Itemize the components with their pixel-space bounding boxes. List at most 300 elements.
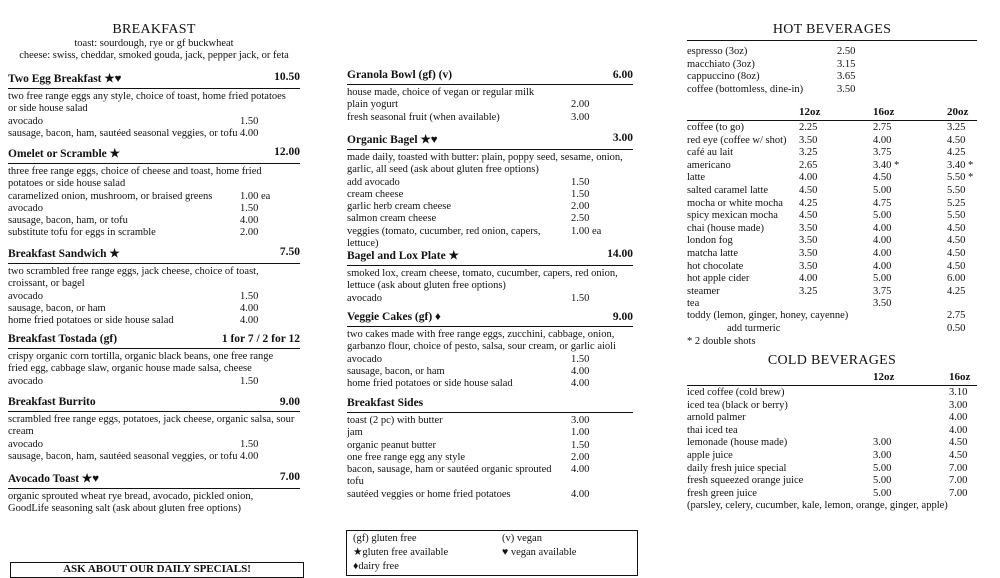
cold-beverage-row xyxy=(687,425,977,438)
cold-beverages-title: COLD BEVERAGES xyxy=(767,353,897,368)
price-16oz: 4.00 xyxy=(949,424,968,436)
addon-row xyxy=(8,439,300,451)
addon-name: plain yogurt xyxy=(347,99,399,111)
hot-beverage-row xyxy=(687,273,977,286)
price-20oz: 5.50 xyxy=(947,210,966,222)
price-16oz: 7.00 xyxy=(949,487,968,499)
price-12oz: 4.25 xyxy=(799,197,818,209)
price-12oz: 4.00 xyxy=(799,172,818,184)
addon-row xyxy=(347,464,633,489)
drink-name: lemonade (house made) xyxy=(687,437,788,449)
addon-price: 4.00 xyxy=(571,365,590,377)
addon-price: 1.50 xyxy=(240,290,259,302)
drink-name: apple juice xyxy=(687,449,733,461)
divider xyxy=(687,40,977,41)
green-juice-note xyxy=(687,500,977,513)
addon-name: avocado xyxy=(8,202,43,214)
item-header xyxy=(347,247,633,266)
hot-beverage-row xyxy=(687,172,977,185)
menu-item xyxy=(8,332,300,388)
price-12oz: 3.50 xyxy=(799,235,818,247)
espresso-row xyxy=(687,46,977,59)
menu-item xyxy=(8,70,300,140)
dietary-legend xyxy=(346,530,638,576)
item-price: 10.50 xyxy=(274,71,300,83)
addon-price: 3.00 xyxy=(571,111,590,123)
price-12oz: 4.50 xyxy=(799,210,818,222)
price-16oz: 4.00 xyxy=(949,412,968,424)
item-description: crispy organic corn tortilla, organic black beans, one free range xyxy=(8,351,274,362)
price-20oz: 4.50 xyxy=(947,235,966,247)
price-20oz: 5.50 xyxy=(947,184,966,196)
price-12oz xyxy=(873,400,949,413)
size-16oz: 16oz xyxy=(949,371,971,383)
drink-name: thai iced tea xyxy=(687,424,738,436)
addon-name: avocado xyxy=(8,438,43,450)
toddy-row xyxy=(687,310,977,323)
item-description: cream xyxy=(8,426,34,438)
price-20oz: 4.50 xyxy=(947,260,966,272)
drink-name: coffee (to go) xyxy=(687,122,744,133)
menu-item xyxy=(347,68,633,124)
addon-row xyxy=(8,291,300,303)
drink-name: tea xyxy=(687,298,700,310)
cold-beverage-row xyxy=(687,463,977,476)
toddy-name: toddy (lemon, ginger, honey, cayenne) xyxy=(687,310,849,321)
drink-name: espresso (3oz) xyxy=(687,46,748,57)
price-12oz: 4.50 xyxy=(799,184,818,196)
addon-row xyxy=(347,440,633,452)
item-price: 12.00 xyxy=(274,146,300,158)
addon-row xyxy=(8,191,300,203)
item-header xyxy=(8,145,300,164)
price-16oz: 4.00 xyxy=(873,134,892,146)
breakfast-column xyxy=(8,0,300,515)
drink-name: red eye (coffee w/ shot) xyxy=(687,134,787,146)
drink-name: iced tea (black or berry) xyxy=(687,399,788,411)
hot-beverage-row xyxy=(687,223,977,236)
item-price: 14.00 xyxy=(607,248,633,260)
addon-row xyxy=(347,489,633,501)
drink-price: 3.50 xyxy=(837,83,856,95)
addon-price: 4.00 xyxy=(240,127,259,139)
addon-name: avocado xyxy=(8,290,43,302)
price-12oz: 3.50 xyxy=(799,247,818,259)
price-20oz: 6.00 xyxy=(947,273,966,285)
item-price: 7.00 xyxy=(279,471,300,483)
addon-row xyxy=(347,354,633,366)
item-name: Breakfast Sides xyxy=(347,397,424,409)
price-16oz: 2.75 xyxy=(873,122,892,133)
addon-row xyxy=(8,116,300,128)
drink-name: mocha or white mocha xyxy=(687,197,783,209)
hot-beverages-title: HOT BEVERAGES xyxy=(772,22,892,37)
cold-beverage-row xyxy=(687,488,977,501)
item-price: 3.00 xyxy=(612,132,633,144)
addon-name: cream cheese xyxy=(347,188,404,200)
item-description: fried egg, cabbage slaw, organic house made salsa, cheese xyxy=(8,363,252,375)
legend-diamond-dairy-free: ♦dairy free xyxy=(353,561,399,572)
price-20oz: 4.50 xyxy=(947,134,966,146)
cold-beverage-row xyxy=(687,475,977,488)
addon-row xyxy=(347,452,633,464)
hot-size-header xyxy=(687,106,977,119)
addon-price: 1.00 ea xyxy=(571,225,602,237)
drink-name: arnold palmer xyxy=(687,412,746,424)
menu-item xyxy=(347,310,633,390)
addon-row xyxy=(347,189,633,201)
item-body xyxy=(347,85,633,124)
price-20oz: 4.50 xyxy=(947,222,966,234)
price-16oz: 4.00 xyxy=(873,247,892,259)
price-12oz: 5.00 xyxy=(873,475,892,487)
toddy-price: 2.75 xyxy=(947,310,966,321)
item-name: Bagel and Lox Plate ★ xyxy=(347,250,459,262)
double-shot-note xyxy=(687,336,977,349)
item-description: three free range eggs, choice of cheese and toast, home fried xyxy=(8,166,262,177)
drink-name: café au lait xyxy=(687,147,734,159)
item-name: Organic Bagel ★♥ xyxy=(347,134,438,146)
price-20oz: 5.50 * xyxy=(947,172,974,184)
addon-price: 1.50 xyxy=(240,375,259,387)
note-text: (parsley, celery, cucumber, kale, lemon, orange, ginger, apple) xyxy=(687,500,948,511)
menu-item xyxy=(8,395,300,463)
item-price: 7.50 xyxy=(279,246,300,258)
addon-price: 1.50 xyxy=(240,115,259,127)
item-description: organic sprouted wheat rye bread, avocado, pickled onion, xyxy=(8,491,254,502)
item-description: house made, choice of vegan or regular milk xyxy=(347,87,535,98)
hot-beverage-table xyxy=(687,122,977,311)
item-header xyxy=(347,310,633,327)
espresso-row xyxy=(687,84,977,97)
addon-row xyxy=(8,315,300,327)
drink-price: 3.15 xyxy=(837,58,856,70)
drink-price: 3.65 xyxy=(837,71,856,83)
price-16oz: 4.50 xyxy=(873,172,892,184)
drink-name: hot chocolate xyxy=(687,260,744,272)
addon-name: substitute tofu for eggs in scramble xyxy=(8,227,156,239)
addon-price: 4.00 xyxy=(240,450,259,462)
item-body xyxy=(8,412,300,463)
price-20oz: 4.25 xyxy=(947,147,966,159)
addon-name: avocado xyxy=(8,375,43,387)
price-20oz: 3.40 * xyxy=(947,159,974,171)
addon-price: 1.50 xyxy=(240,438,259,450)
cold-size-header xyxy=(687,371,977,384)
item-body xyxy=(8,349,300,388)
price-20oz: 4.50 xyxy=(947,247,966,259)
addon-price: 1.50 xyxy=(571,439,590,451)
drink-name: chai (house made) xyxy=(687,222,764,234)
price-16oz: 5.00 xyxy=(873,210,892,222)
drink-name: spicy mexican mocha xyxy=(687,210,778,222)
addon-row xyxy=(347,293,633,305)
addon-name: organic peanut butter xyxy=(347,439,437,451)
price-16oz: 4.00 xyxy=(873,260,892,272)
cheese-options: cheese: swiss, cheddar, smoked gouda, jack, pepper jack, or feta xyxy=(19,50,289,62)
hot-beverage-row xyxy=(687,286,977,299)
price-16oz: 4.75 xyxy=(873,197,892,209)
price-12oz: 2.25 xyxy=(799,122,818,133)
cold-beverage-row xyxy=(687,437,977,450)
addon-row xyxy=(347,213,633,225)
price-12oz: 5.00 xyxy=(873,487,892,499)
price-20oz: 5.25 xyxy=(947,197,966,209)
addon-name: sausage, bacon, ham, sautéed seasonal veggies, or tofu xyxy=(8,127,238,139)
addon-row xyxy=(8,128,300,140)
hot-beverage-row xyxy=(687,210,977,223)
addon-name: jam xyxy=(347,427,363,439)
addon-row xyxy=(347,415,633,427)
divider xyxy=(687,120,977,121)
daily-specials-banner: ASK ABOUT OUR DAILY SPECIALS! xyxy=(10,562,304,578)
price-12oz xyxy=(873,425,949,438)
drink-name: hot apple cider xyxy=(687,273,750,285)
item-description: croissant, or bagel xyxy=(8,278,85,290)
item-header xyxy=(347,396,633,413)
price-12oz: 3.00 xyxy=(873,437,892,449)
addon-price: 1.50 xyxy=(571,176,590,188)
item-name: Granola Bowl (gf) (v) xyxy=(347,69,453,81)
drink-name: daily fresh juice special xyxy=(687,462,787,474)
addon-price: 2.00 xyxy=(571,99,590,111)
addon-row xyxy=(8,215,300,227)
addon-price: 1.00 ea xyxy=(240,190,271,202)
addon-price: 4.00 xyxy=(571,464,590,476)
addon-row xyxy=(8,451,300,463)
menu-item xyxy=(347,247,633,305)
addon-row xyxy=(8,203,300,215)
addon-name: veggies (tomato, cucumber, red onion, capers, lettuce) xyxy=(347,225,541,250)
addon-price: 4.00 xyxy=(240,315,259,327)
item-description: two free range eggs any style, choice of toast, home fried potatoes xyxy=(8,91,286,102)
addon-row xyxy=(8,376,300,388)
addon-name: sausage, bacon, ham, or tofu xyxy=(8,215,128,227)
price-12oz: 3.00 xyxy=(873,449,892,461)
hot-beverage-row xyxy=(687,248,977,261)
price-12oz xyxy=(873,412,949,425)
hot-beverage-row xyxy=(687,122,977,135)
item-description: scrambled free range eggs, potatoes, jack cheese, organic salsa, sour xyxy=(8,414,295,425)
price-12oz: 3.25 xyxy=(799,285,818,297)
item-name: Veggie Cakes (gf) ♦ xyxy=(347,311,441,323)
item-name: Avocado Toast ★♥ xyxy=(8,473,100,485)
legend-vegan: (v) vegan xyxy=(502,533,542,544)
price-12oz: 4.00 xyxy=(799,273,818,285)
addon-row xyxy=(347,366,633,378)
size-20oz: 20oz xyxy=(947,106,969,118)
turmeric-price: 0.50 xyxy=(947,323,966,334)
espresso-row xyxy=(687,59,977,72)
item-name: Breakfast Burrito xyxy=(8,396,96,408)
addon-name: bacon, sausage, ham or sautéed organic sprouted tofu xyxy=(347,464,552,488)
item-description: GoodLife seasoning salt (ask about gluten free options) xyxy=(8,503,241,515)
item-description: garbanzo flour, choice of pesto, salsa, sour cream, or garlic aioli xyxy=(347,341,616,353)
cold-beverage-row xyxy=(687,450,977,463)
price-20oz: 4.25 xyxy=(947,285,966,297)
addon-name: salmon cream cheese xyxy=(347,213,437,225)
price-16oz: 7.00 xyxy=(949,475,968,487)
addon-name: sausage, bacon, or ham xyxy=(347,365,445,377)
drink-name: americano xyxy=(687,159,731,171)
item-name: Omelet or Scramble ★ xyxy=(8,148,120,160)
addon-price: 1.50 xyxy=(240,202,259,214)
addon-name: fresh seasonal fruit (when available) xyxy=(347,111,500,123)
drink-price: 2.50 xyxy=(837,46,856,57)
item-body xyxy=(8,89,300,140)
item-description: two cakes made with free range eggs, zucchini, cabbage, onion, xyxy=(347,329,615,340)
addon-name: home fried potatoes or side house salad xyxy=(8,315,174,327)
price-12oz: 3.50 xyxy=(799,260,818,272)
item-description: garlic, all seed (ask about gluten free options) xyxy=(347,164,539,176)
price-16oz: 7.00 xyxy=(949,462,968,474)
drink-name: matcha latte xyxy=(687,247,739,259)
addon-row xyxy=(347,427,633,439)
item-name: Two Egg Breakfast ★♥ xyxy=(8,73,122,85)
drink-name: fresh squeezed orange juice xyxy=(687,475,804,487)
price-16oz: 3.50 xyxy=(873,298,892,310)
drink-name: cappuccino (8oz) xyxy=(687,71,760,83)
price-12oz: 5.00 xyxy=(873,462,892,474)
hot-beverage-row xyxy=(687,235,977,248)
addon-row xyxy=(347,99,633,111)
price-12oz xyxy=(873,387,949,400)
size-12oz: 12oz xyxy=(799,106,821,118)
item-body xyxy=(8,164,300,240)
addon-price: 2.50 xyxy=(571,213,590,225)
price-16oz: 3.40 * xyxy=(873,159,900,171)
addon-name: add avocado xyxy=(347,176,400,188)
item-description: smoked lox, cream cheese, tomato, cucumber, capers, red onion, xyxy=(347,268,618,279)
drink-name: london fog xyxy=(687,235,733,247)
price-12oz: 3.50 xyxy=(799,134,818,146)
item-description: lettuce (ask about gluten free options) xyxy=(347,280,506,292)
cold-beverage-row xyxy=(687,400,977,413)
addon-row xyxy=(347,177,633,189)
hot-beverage-row xyxy=(687,185,977,198)
price-16oz: 4.50 xyxy=(949,437,968,449)
price-12oz: 2.65 xyxy=(799,159,818,171)
addon-price: 1.50 xyxy=(571,353,590,365)
item-description: made daily, toasted with butter: plain, poppy seed, sesame, onion, xyxy=(347,152,623,163)
drink-name: latte xyxy=(687,172,706,184)
addon-price: 4.00 xyxy=(571,378,590,390)
item-body xyxy=(347,327,633,390)
menu-item xyxy=(347,131,633,250)
price-16oz: 4.50 xyxy=(949,449,968,461)
menu-item xyxy=(347,396,633,501)
addon-name: avocado xyxy=(347,353,382,365)
item-header xyxy=(8,70,300,89)
price-16oz: 5.00 xyxy=(873,273,892,285)
item-price: 9.00 xyxy=(612,311,633,323)
legend-star-gluten-free-available: ★gluten free available xyxy=(353,547,449,558)
size-16oz: 16oz xyxy=(873,106,895,118)
espresso-row xyxy=(687,71,977,84)
drink-name: iced coffee (cold brew) xyxy=(687,387,785,398)
addon-name: toast (2 pc) with butter xyxy=(347,415,443,426)
addon-price: 1.50 xyxy=(571,188,590,200)
cold-beverage-row xyxy=(687,387,977,400)
breakfast-title: BREAKFAST xyxy=(112,22,196,37)
item-body xyxy=(347,413,633,501)
menu-item xyxy=(8,245,300,327)
addon-name: sautéed veggies or home fried potatoes xyxy=(347,488,511,500)
addon-price: 4.00 xyxy=(240,215,259,227)
addon-row xyxy=(347,112,633,124)
item-header xyxy=(347,131,633,150)
addon-name: home fried potatoes or side house salad xyxy=(347,378,513,390)
addon-price: 2.00 xyxy=(571,201,590,213)
item-name: Breakfast Sandwich ★ xyxy=(8,248,120,260)
menu-item xyxy=(8,145,300,240)
hot-beverage-row xyxy=(687,135,977,148)
note-text: * 2 double shots xyxy=(687,336,756,347)
cold-beverage-row xyxy=(687,412,977,425)
price-16oz: 3.10 xyxy=(949,387,968,398)
addon-price: 4.00 xyxy=(571,488,590,500)
addon-price: 1.50 xyxy=(571,292,590,304)
item-price: 6.00 xyxy=(612,69,633,81)
addon-name: garlic herb cream cheese xyxy=(347,201,452,213)
addon-name: sausage, bacon, ham, sautéed seasonal veggies, or tofu xyxy=(8,450,238,462)
drink-name: coffee (bottomless, dine-in) xyxy=(687,83,804,95)
price-16oz: 5.00 xyxy=(873,184,892,196)
toast-options: toast: sourdough, rye or gf buckwheat xyxy=(74,38,234,49)
addon-name: avocado xyxy=(347,292,382,304)
addon-price: 4.00 xyxy=(240,302,259,314)
price-12oz: 3.25 xyxy=(799,147,818,159)
addon-price: 3.00 xyxy=(571,415,590,426)
addon-row xyxy=(347,378,633,390)
turmeric-name: add turmeric xyxy=(727,323,781,334)
espresso-drinks xyxy=(687,46,977,96)
item-header xyxy=(8,245,300,264)
addon-row xyxy=(8,227,300,239)
drink-name: macchiato (3oz) xyxy=(687,58,755,70)
item-description: potatoes or side house salad xyxy=(8,178,126,190)
addon-name: one free range egg any style xyxy=(347,451,466,463)
item-header xyxy=(8,470,300,489)
item-body xyxy=(347,266,633,305)
price-16oz: 4.00 xyxy=(873,222,892,234)
drink-name: fresh green juice xyxy=(687,487,757,499)
drink-name: steamer xyxy=(687,285,720,297)
addon-price: 1.00 xyxy=(571,427,590,439)
addon-price: 2.00 xyxy=(240,227,259,239)
item-description: two scrambled free range eggs, jack cheese, choice of toast, xyxy=(8,266,259,277)
price-16oz: 3.75 xyxy=(873,285,892,297)
cold-beverage-table xyxy=(687,387,977,500)
price-20oz: 3.25 xyxy=(947,122,966,133)
divider xyxy=(687,385,977,386)
drink-name: salted caramel latte xyxy=(687,184,769,196)
item-header xyxy=(8,332,300,349)
item-header xyxy=(347,68,633,85)
turmeric-row xyxy=(687,323,977,336)
addon-price: 2.00 xyxy=(571,451,590,463)
hot-beverage-row xyxy=(687,147,977,160)
price-16oz: 3.00 xyxy=(949,399,968,411)
item-header xyxy=(8,395,300,412)
hot-beverage-row xyxy=(687,261,977,274)
price-12oz: 3.50 xyxy=(799,222,818,234)
hot-beverage-row xyxy=(687,160,977,173)
item-name: Breakfast Tostada (gf) xyxy=(8,333,118,345)
item-description: or side house salad xyxy=(8,103,88,115)
menu-item xyxy=(8,470,300,516)
item-body xyxy=(347,150,633,250)
